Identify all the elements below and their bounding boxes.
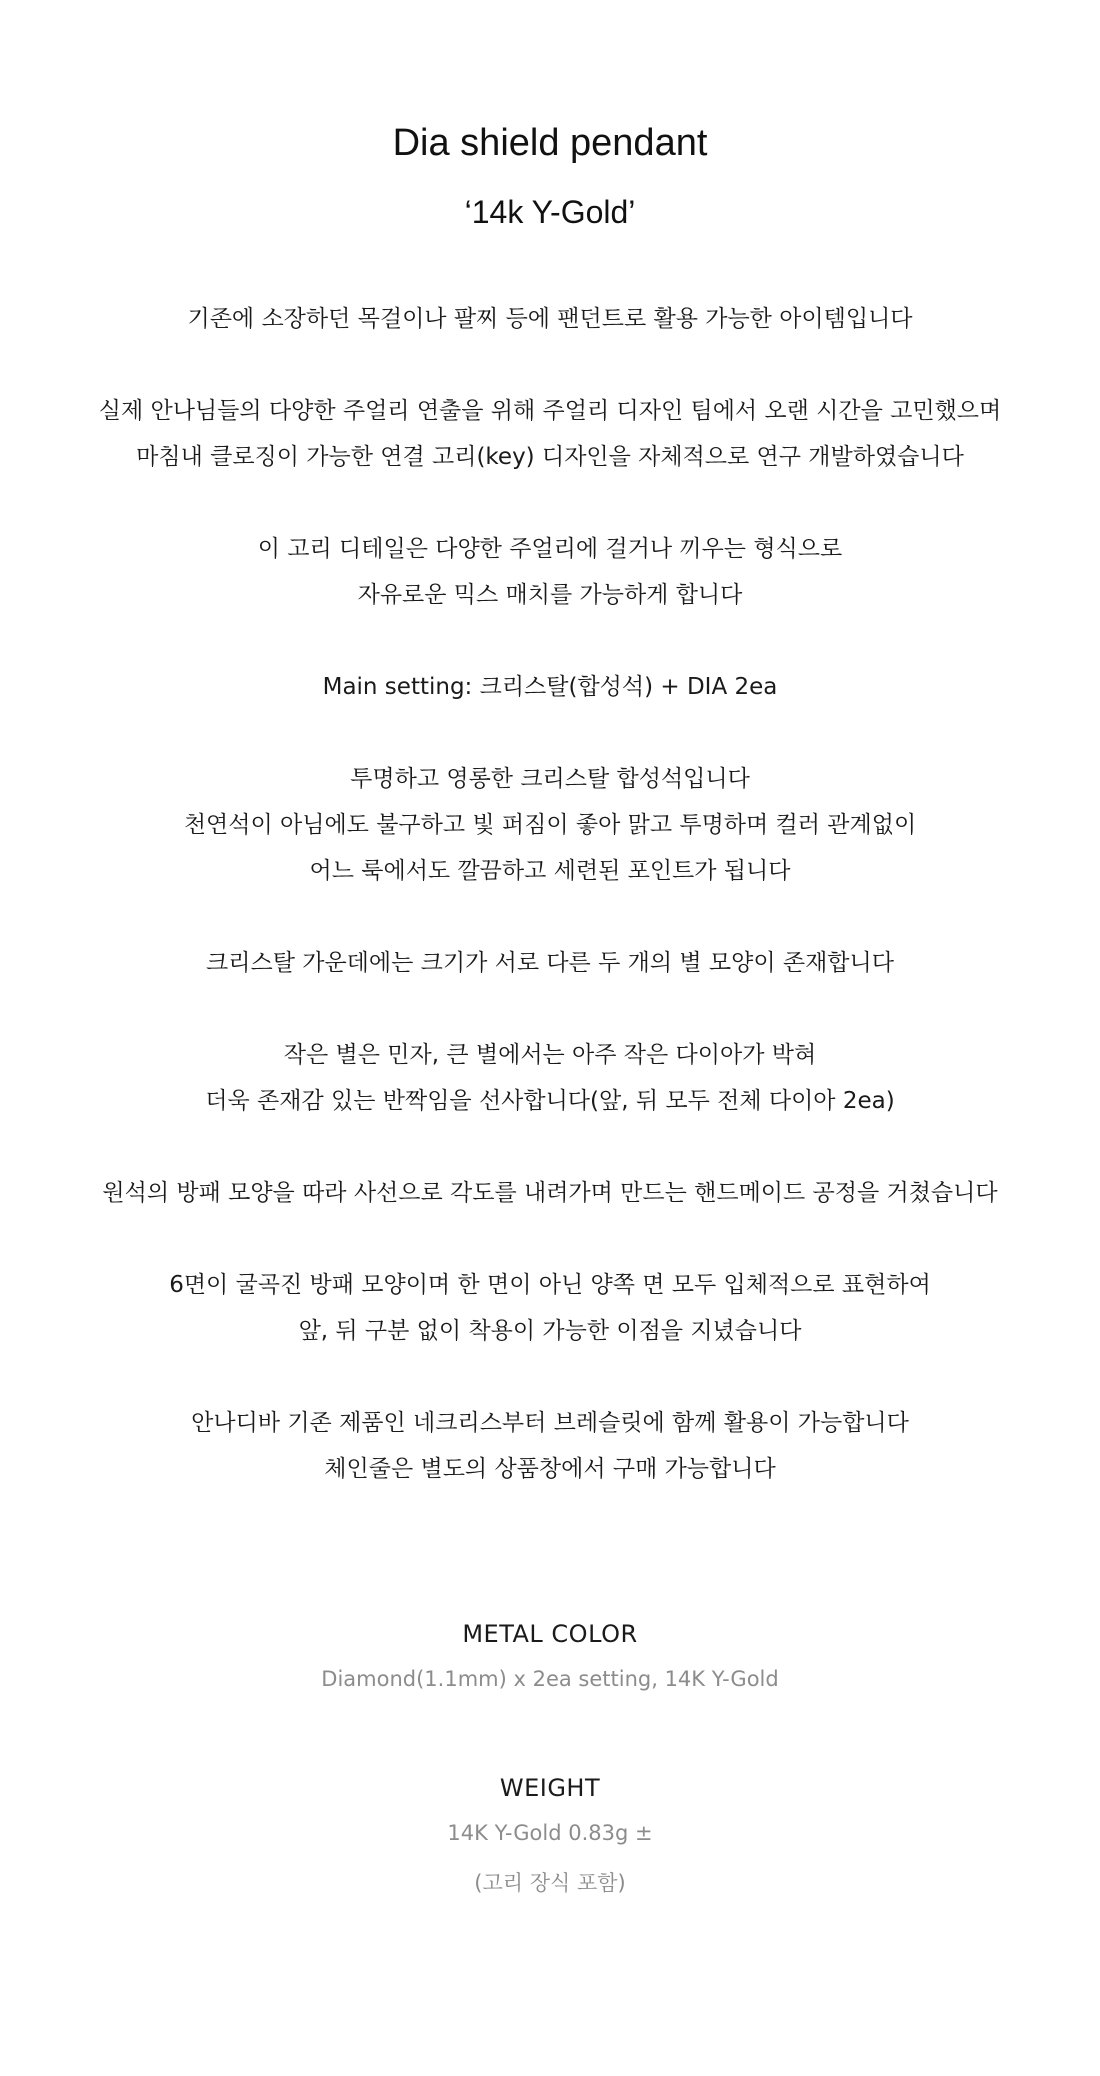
description-paragraph <box>0 1170 1100 1216</box>
description-paragraph <box>0 1032 1100 1124</box>
description-line: 크리스탈 가운데에는 크기가 서로 다른 두 개의 별 모양이 존재합니다 <box>206 950 894 976</box>
weight-heading: WEIGHT <box>499 1774 601 1802</box>
description-line: 이 고리 디테일은 다양한 주얼리에 걸거나 끼우는 형식으로 <box>257 536 843 562</box>
product-subtitle: ‘14k Y-Gold’ <box>464 194 636 230</box>
description-paragraph <box>0 526 1100 618</box>
description-line: 천연석이 아님에도 불구하고 빛 퍼짐이 좋아 맑고 투명하며 컬러 관계없이 <box>183 812 917 838</box>
description-line: 6면이 굴곡진 방패 모양이며 한 면이 아닌 양쪽 면 모두 입체적으로 표현하여 <box>169 1272 931 1298</box>
description-paragraph <box>0 1262 1100 1354</box>
description-line: 더욱 존재감 있는 반짝임을 선사합니다(앞, 뒤 모두 전체 다이아 2ea) <box>205 1088 895 1114</box>
description-line: 실제 안나님들의 다양한 주얼리 연출을 위해 주얼리 디자인 팀에서 오랜 시간을 고민했으며 <box>98 398 1002 424</box>
description-line: 어느 룩에서도 깔끔하고 세련된 포인트가 됩니다 <box>309 858 791 884</box>
description-line: 자유로운 믹스 매치를 가능하게 합니다 <box>357 582 743 608</box>
metal-color-heading: METAL COLOR <box>462 1620 638 1648</box>
metal-color-value: Diamond(1.1mm) x 2ea setting, 14K Y-Gold <box>321 1667 779 1691</box>
product-title: Dia shield pendant <box>392 122 708 164</box>
description-paragraph <box>0 296 1100 342</box>
weight-section <box>0 1768 1100 1908</box>
description-line: 안나디바 기존 제품인 네크리스부터 브레슬릿에 함께 활용이 가능합니다 <box>191 1410 909 1436</box>
description-line: 작은 별은 민자, 큰 별에서는 아주 작은 다이아가 박혀 <box>283 1042 817 1068</box>
description-line: 원석의 방패 모양을 따라 사선으로 각도를 내려가며 만드는 핸드메이드 공정을 거쳤습니다 <box>102 1180 998 1206</box>
description-line: 투명하고 영롱한 크리스탈 합성석입니다 <box>350 766 750 792</box>
description-paragraph <box>0 388 1100 480</box>
weight-value: 14K Y-Gold 0.83g ± <box>447 1821 653 1845</box>
main-setting-line: Main setting: 크리스탈(합성석) + DIA 2ea <box>322 674 778 700</box>
product-description <box>0 296 1100 1538</box>
description-line: 마침내 클로징이 가능한 연결 고리(key) 디자인을 자체적으로 연구 개발하였습니다 <box>136 444 964 470</box>
description-paragraph <box>0 940 1100 986</box>
description-paragraph <box>0 756 1100 894</box>
description-line: 앞, 뒤 구분 없이 착용이 가능한 이점을 지녔습니다 <box>298 1318 802 1344</box>
description-line: 기존에 소장하던 목걸이나 팔찌 등에 팬던트로 활용 가능한 아이템입니다 <box>187 306 913 332</box>
metal-color-section <box>0 1614 1100 1704</box>
weight-note: (고리 장식 포함) <box>474 1871 626 1895</box>
description-paragraph <box>0 1400 1100 1492</box>
description-line: 체인줄은 별도의 상품창에서 구매 가능합니다 <box>324 1456 776 1482</box>
description-paragraph <box>0 664 1100 710</box>
